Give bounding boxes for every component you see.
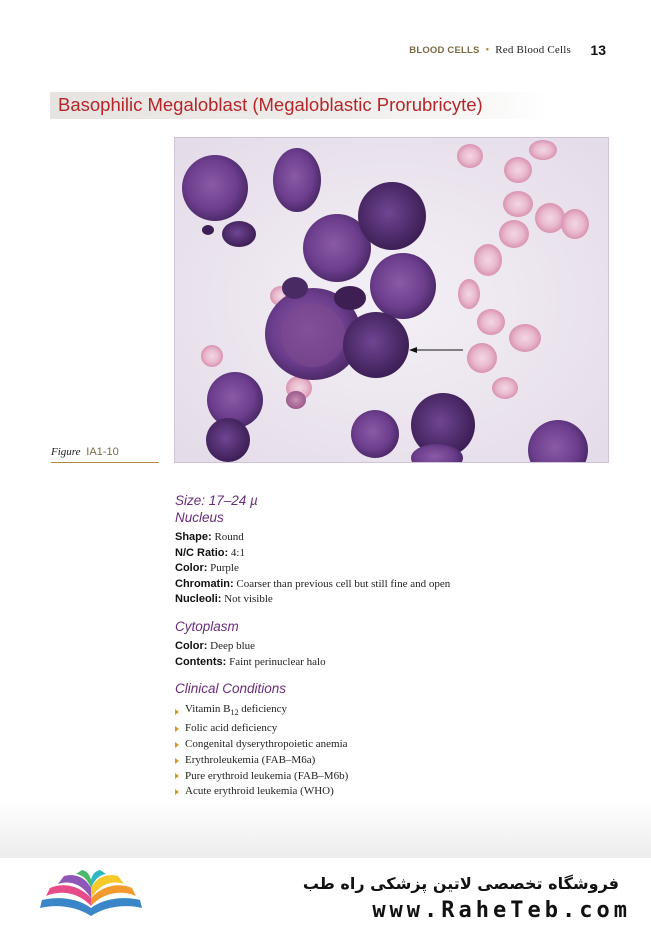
page-title: Basophilic Megaloblast (Megaloblastic Prorubricyte)	[58, 94, 483, 115]
condition-text: Congenital dyserythropoietic anemia	[185, 737, 348, 750]
bullet-icon	[175, 709, 179, 715]
nucleus-shape	[175, 530, 615, 546]
running-header-subsection: Red Blood Cells	[495, 44, 571, 56]
nucleus-heading: Nucleus	[175, 510, 224, 525]
bullet-icon	[175, 726, 179, 732]
cell-size: Size: 17–24 µ	[175, 493, 258, 508]
prop-value: Round	[214, 531, 244, 543]
list-item	[175, 753, 615, 769]
nucleus-color	[175, 561, 615, 577]
condition-text: Erythroleukemia (FAB–M6a)	[185, 753, 316, 766]
running-header-section: BLOOD CELLS	[409, 45, 480, 56]
micrograph-image	[174, 137, 609, 463]
bullet-icon	[175, 773, 179, 779]
promo-arabic-text: فروشگاه تخصصی لاتین پزشکی راه طب	[302, 874, 619, 893]
list-item	[175, 769, 615, 785]
nucleus-properties	[175, 530, 615, 608]
bottom-fade	[0, 800, 651, 860]
list-item	[175, 737, 615, 753]
prop-label: Chromatin:	[175, 577, 234, 590]
running-header	[409, 44, 571, 56]
cytoplasm-color	[175, 639, 615, 655]
nucleus-chromatin	[175, 577, 615, 593]
list-item	[175, 721, 615, 737]
cell-description	[175, 492, 615, 800]
figure-rule	[51, 462, 159, 463]
list-item	[175, 702, 615, 721]
figure-label	[51, 446, 119, 458]
prop-label: Color:	[175, 562, 208, 575]
bullet-icon	[175, 742, 179, 748]
promo-url[interactable]: www.RaheTeb.com	[372, 898, 631, 923]
prop-label: Contents:	[175, 655, 227, 668]
prop-value: 4:1	[230, 546, 245, 559]
prop-label: N/C Ratio:	[175, 546, 229, 559]
prop-label: Nucleoli:	[175, 593, 222, 606]
cytoplasm-contents	[175, 655, 615, 671]
open-book-logo-icon	[36, 870, 146, 920]
prop-value: Coarser than previous cell but still fine and open	[236, 577, 451, 590]
prop-value: Purple	[210, 562, 239, 575]
nucleus-nucleoli	[175, 592, 615, 608]
figure-word: Figure	[51, 446, 81, 458]
nucleus-nc-ratio	[175, 546, 615, 562]
figure-number: IA1-10	[86, 446, 119, 458]
prop-label: Color:	[175, 639, 208, 652]
prop-value: Deep blue	[210, 639, 256, 652]
condition-text: Vitamin $B_{12}$ deficiency	[185, 703, 288, 718]
list-item	[175, 784, 615, 800]
clinical-conditions-list	[175, 702, 615, 800]
bullet-icon	[175, 758, 179, 764]
cytoplasm-properties	[175, 639, 615, 670]
prop-value: Not visible	[224, 593, 273, 606]
condition-text: Folic acid deficiency	[185, 722, 278, 735]
condition-text: Acute erythroid leukemia (WHO)	[185, 785, 334, 798]
clinical-heading: Clinical Conditions	[175, 681, 287, 697]
running-header-separator: •	[485, 45, 490, 56]
prop-label: Shape:	[175, 531, 212, 543]
page-number: 13	[590, 42, 606, 58]
prop-value: Faint perinuclear halo	[229, 655, 326, 668]
bullet-icon	[175, 789, 179, 795]
cytoplasm-heading: Cytoplasm	[175, 618, 239, 634]
condition-text: Pure erythroid leukemia (FAB–M6b)	[185, 769, 349, 782]
